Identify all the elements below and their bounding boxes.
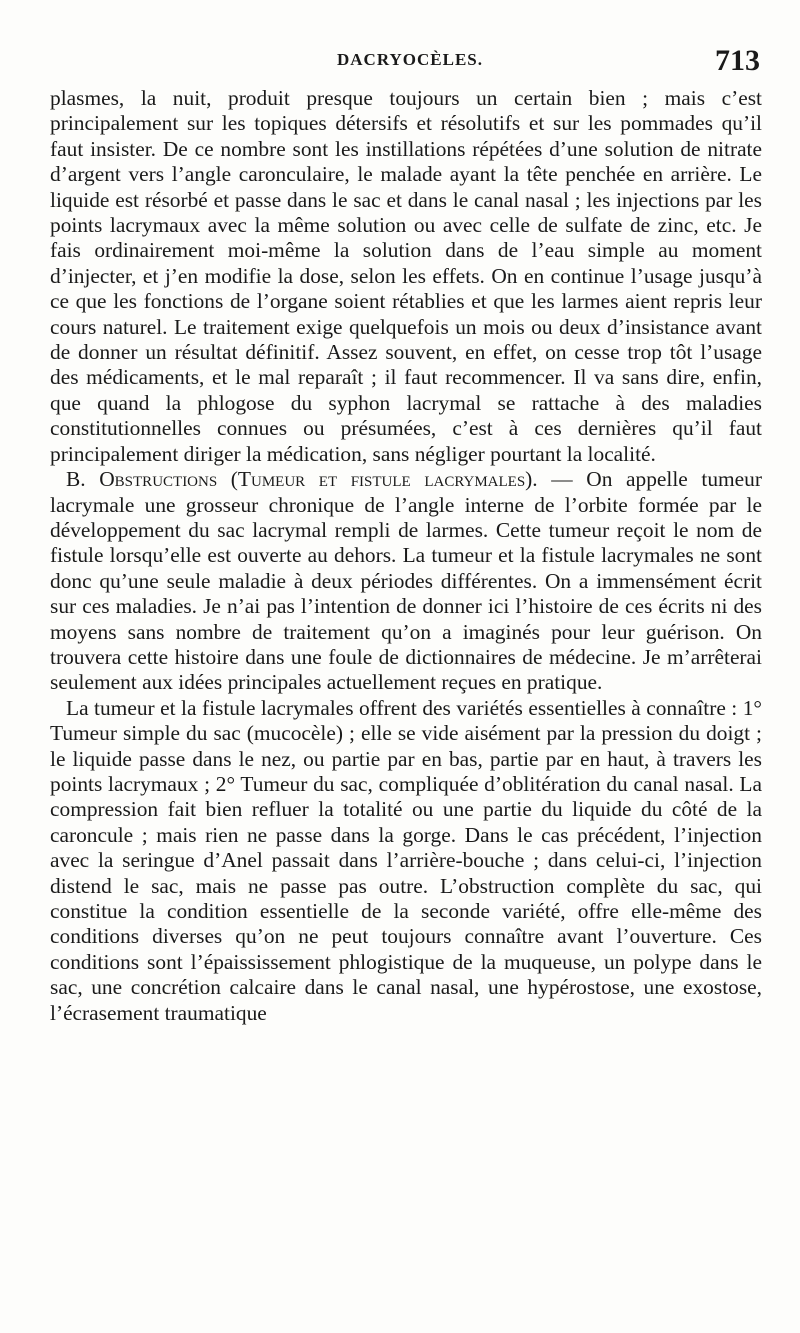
running-title: DACRYOCÈLES.: [336, 50, 483, 69]
running-head: [60, 44, 760, 84]
paragraph-continuation: plasmes, la nuit, produit presque toujours un certain bien ; mais c’est principalement sur les topiques détersifs et résolutifs et sur les pommades qu’il faut insister. De ce nombre sont les instillations répétées d’une solution de nitrate d’argent vers l’angle caronculaire, le malade ayant la tête penchée en arrière. Le liquide est résorbé et passe dans le sac et dans le canal nasal ; les injections par les points lacrymaux avec la même solution ou avec celle de sulfate de zinc, etc. Je fais ordinairement moi-même la solution dans de l’eau simple au moment d’injecter, et j’en modifie la dose, selon les effets. On en continue l’usage jusqu’à ce que les fonctions de l’organe soient rétablies et que les larmes aient repris leur cours naturel. Le traitement exige quelquefois un mois ou deux d’insistance avant de donner un résultat définitif. Assez souvent, en effet, on cesse trop tôt l’usage des médicaments, et le mal reparaît ; il faut recommencer. Il va sans dire, enfin, que quand la phlogose du syphon lacrymal se rattache à des maladies constitutionnelles connues ou présumées, c’est à ces dernières qu’il faut principalement diriger la médication, sans négliger pourtant la localité.: [50, 86, 762, 466]
page-number: 713: [715, 44, 760, 77]
page-body: [50, 86, 762, 1026]
paragraph-text: — On appelle tumeur lacrymale une grosseur chronique de l’angle interne de l’orbite formée par le développement du sac lacrymal rempli de larmes. Cette tumeur reçoit le nom de fistule lorsqu’elle est ouverte au dehors. La tumeur et la fistule lacrymales ne sont donc qu’une seule maladie à deux périodes différentes. On a immensément écrit sur ces maladies. Je n’ai pas l’intention de donner ici l’histoire de ces écrits ni des moyens sans nombre de traitement qu’on a imaginés pour leur guérison. On trouvera cette histoire dans une foule de dictionnaires de médecine. Je m’arrêterai seulement aux idées principales actuellement reçues en pratique.: [50, 467, 762, 695]
section-heading: B. Obstructions (Tumeur et fistule lacrymales).: [66, 467, 538, 492]
paragraph-obstructions: [50, 467, 762, 696]
paragraph-varieties: La tumeur et la fistule lacrymales offrent des variétés essentielles à connaître : 1° Tumeur simple du sac (mucocèle) ; elle se vide aisément par la pression du doigt ; le liquide passe dans le nez, ou partie par en bas, partie par en haut, à travers les points lacrymaux ; 2° Tumeur du sac, compliquée d’oblitération du canal nasal. La compression fait bien refluer la totalité ou une partie du liquide du côté de la caroncule ; mais rien ne passe dans la gorge. Dans le cas précédent, l’injection avec la seringue d’Anel passait dans l’arrière-bouche ; dans celui-ci, l’injection distend le sac, mais ne passe pas outre. L’obstruction complète du sac, qui constitue la condition essentielle de la seconde variété, offre elle-même des conditions diverses qu’on ne peut toujours connaître avant l’ouverture. Ces conditions sont l’épaississement phlogistique de la muqueuse, un polype dans le sac, une concrétion calcaire dans le canal nasal, une hypérostose, une exostose, l’écrasement traumatique: [50, 695, 762, 1025]
